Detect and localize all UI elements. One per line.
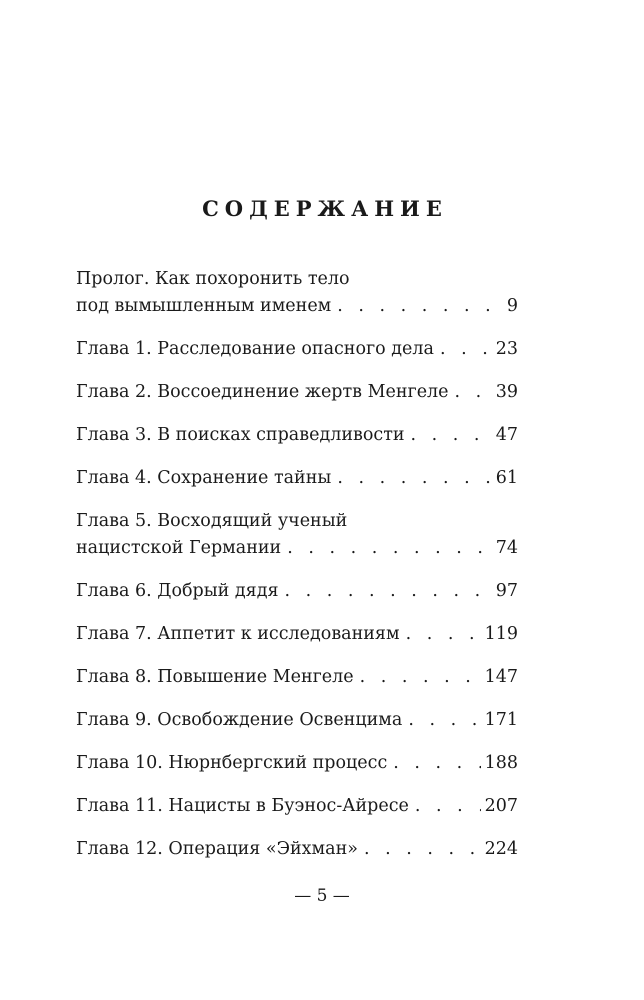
toc-entry-title: Глава 7. Аппетит к исследованиям <box>76 624 400 644</box>
toc-entry <box>76 750 518 777</box>
toc-entry-title-line1: Глава 5. Восходящий ученый <box>76 511 348 531</box>
toc-entry-title: под вымышленным именем <box>76 296 332 316</box>
page-title: СОДЕРЖАНИЕ <box>202 196 448 221</box>
toc-entry-title: Глава 4. Сохранение тайны <box>76 468 332 488</box>
toc-entry-title: Глава 2. Воссоединение жертв Менгеле <box>76 382 449 402</box>
toc-entry <box>76 465 518 492</box>
toc-entry-title: Глава 3. В поисках справедливости <box>76 425 405 445</box>
dot-leader <box>415 793 481 820</box>
toc-entry <box>76 621 518 648</box>
toc-entry-title: Глава 12. Операция «Эйхман» <box>76 839 358 859</box>
dot-leader <box>360 664 481 691</box>
toc-entry-page: 171 <box>484 710 518 730</box>
toc-entry <box>76 707 518 734</box>
toc-entry-title-line1: Пролог. Как похоронить тело <box>76 269 350 289</box>
toc-entry-page: 47 <box>495 425 518 445</box>
dot-leader <box>408 707 480 734</box>
toc-entry-page: 119 <box>484 624 518 644</box>
dot-leader <box>440 336 492 363</box>
toc-entry-title: Глава 8. Повышение Менгеле <box>76 667 354 687</box>
toc-entry-page: 188 <box>484 753 518 773</box>
toc-entry <box>76 379 518 406</box>
dot-leader <box>406 621 481 648</box>
dot-leader <box>364 836 481 863</box>
toc-entry-page: 224 <box>484 839 518 859</box>
dot-leader <box>455 379 492 406</box>
toc-entry-page: 97 <box>495 581 518 601</box>
dot-leader <box>411 422 492 449</box>
toc-entry <box>76 422 518 449</box>
toc-entry <box>76 836 518 863</box>
toc-entry-page: 147 <box>484 667 518 687</box>
toc-entry-title: Глава 1. Расследование опасного дела <box>76 339 434 359</box>
dot-leader <box>285 578 492 605</box>
toc-entry-page: 9 <box>506 296 518 316</box>
dot-leader <box>337 465 491 492</box>
dot-leader <box>337 293 503 320</box>
toc-entry-page: 39 <box>495 382 518 402</box>
page-number: — 5 — <box>294 886 350 906</box>
toc-entry <box>76 578 518 605</box>
dot-leader <box>393 750 480 777</box>
toc-entry-page: 74 <box>495 538 518 558</box>
toc-entry-title: Глава 10. Нюрнбергский процесс <box>76 753 388 773</box>
toc-entry <box>76 793 518 820</box>
toc-entry-title: Глава 6. Добрый дядя <box>76 581 279 601</box>
toc-entry-page: 207 <box>484 796 518 816</box>
toc-entry <box>76 266 518 320</box>
toc-entry-page: 23 <box>495 339 518 359</box>
toc-entry <box>76 336 518 363</box>
toc-entry-title: Глава 9. Освобождение Освенцима <box>76 710 403 730</box>
table-of-contents <box>76 266 518 879</box>
toc-entry-title: нацистской Германии <box>76 538 282 558</box>
toc-entry-title: Глава 11. Нацисты в Буэнос-Айресе <box>76 796 409 816</box>
dot-leader <box>287 535 492 562</box>
toc-entry-page: 61 <box>495 468 518 488</box>
toc-entry <box>76 664 518 691</box>
toc-entry <box>76 508 518 562</box>
